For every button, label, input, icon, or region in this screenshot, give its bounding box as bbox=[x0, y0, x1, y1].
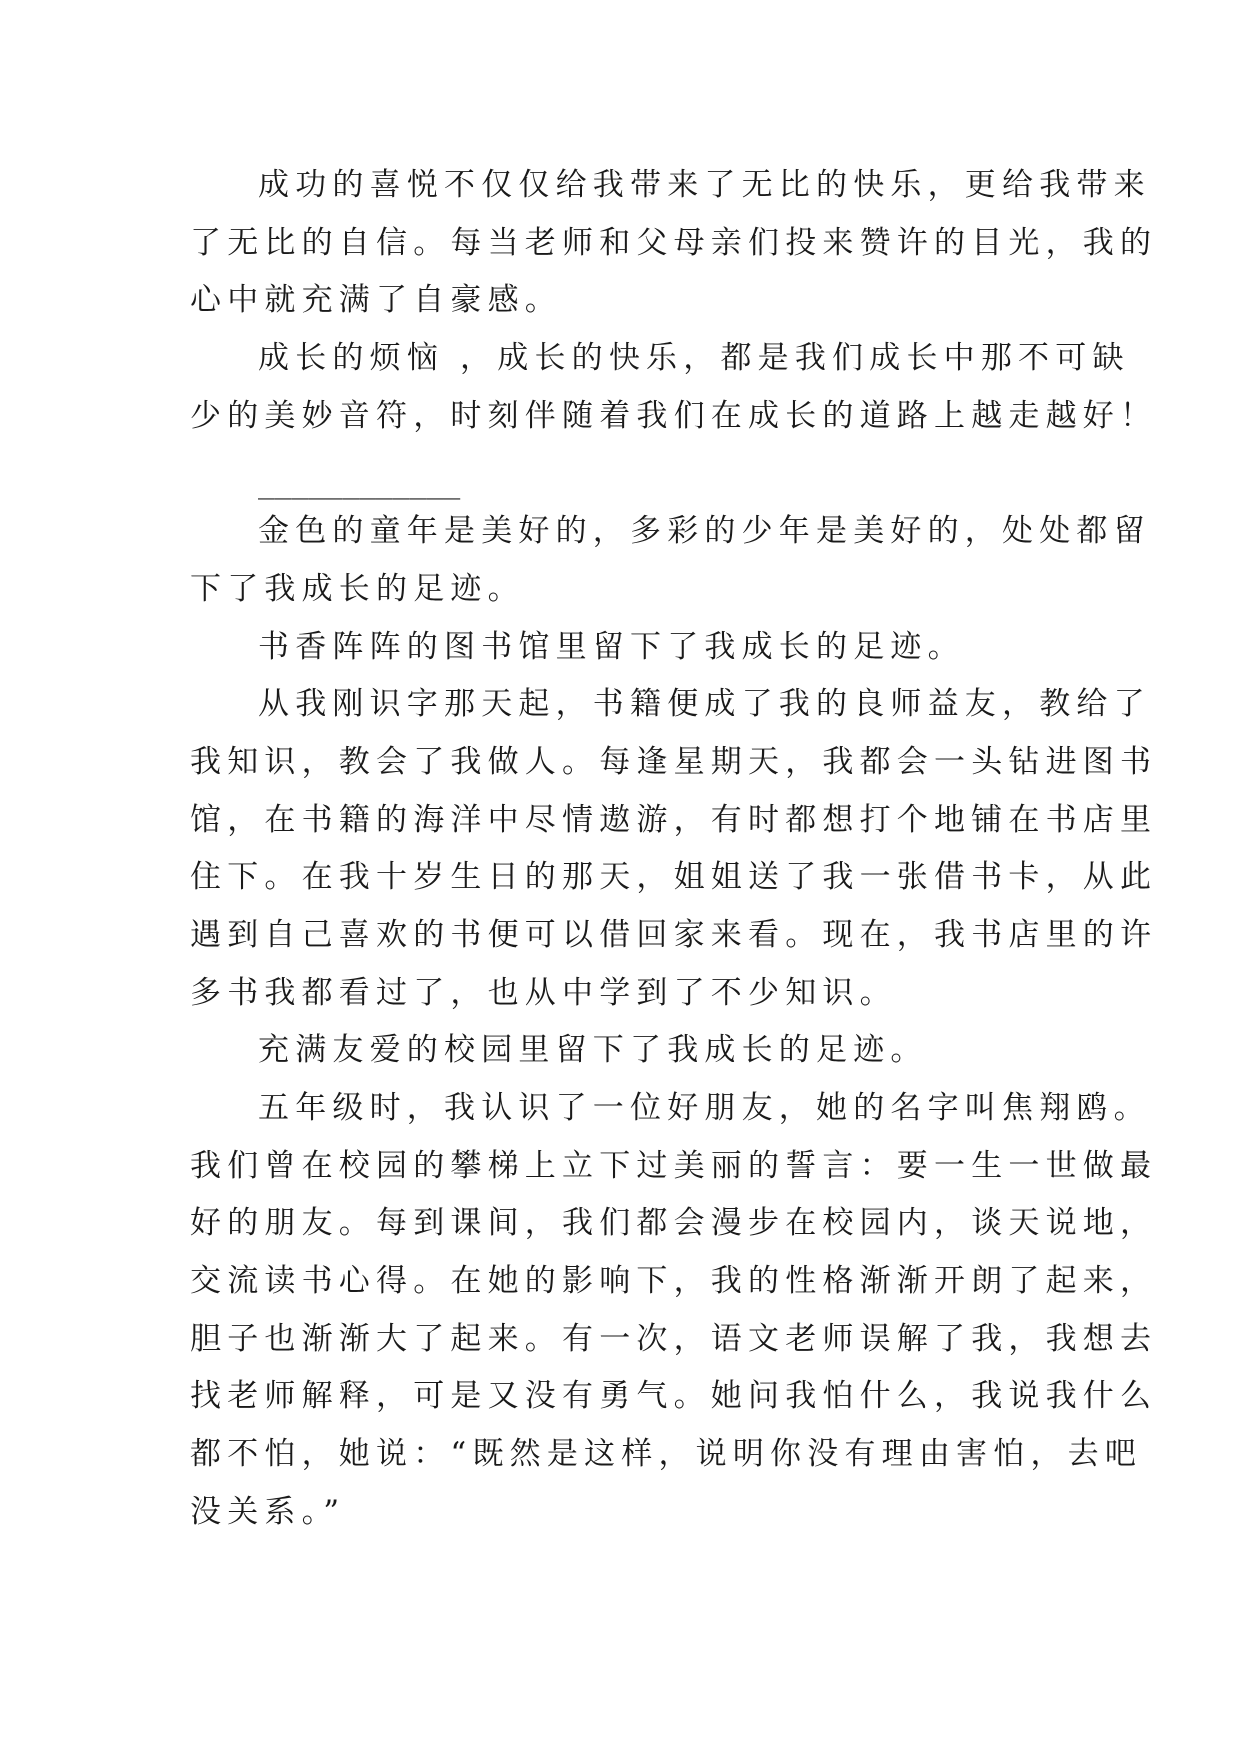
text-line: 我知识，教会了我做人。每逢星期天，我都会一头钻进图书 bbox=[190, 743, 1158, 780]
text-line: 书香阵阵的图书馆里留下了我成长的足迹。 bbox=[258, 628, 965, 665]
paragraph-campus-footprints bbox=[190, 1022, 1070, 1080]
text-line: 馆，在书籍的海洋中尽情遨游，有时都想打个地铺在书店里 bbox=[190, 801, 1158, 838]
text-line: 成长的烦恼 ，成长的快乐，都是我们成长中那不可缺 bbox=[258, 340, 1130, 377]
text-line: 心中就充满了自豪感。 bbox=[190, 282, 562, 319]
text-line: 好的朋友。每到课间，我们都会漫步在校园内，谈天说地， bbox=[190, 1205, 1158, 1242]
text-line: 找老师解释，可是又没有勇气。她问我怕什么，我说我什么 bbox=[190, 1378, 1158, 1415]
text-line: 我们曾在校园的攀梯上立下过美丽的誓言：要一生一世做最 bbox=[190, 1147, 1158, 1184]
text-line: 都不怕，她说：“既然是这样，说明你没有理由害怕，去吧 bbox=[190, 1436, 1143, 1473]
text-line: 没关系。” bbox=[190, 1493, 346, 1530]
section-divider: ____________ bbox=[258, 467, 461, 500]
paragraph-library-footprints bbox=[190, 619, 1070, 677]
text-line: 五年级时，我认识了一位好朋友，她的名字叫焦翔鸥。 bbox=[258, 1090, 1151, 1126]
text-line: 成功的喜悦不仅仅给我带来了无比的快乐，更给我带来 bbox=[258, 167, 1151, 203]
text-line: 遇到自己喜欢的书便可以借回家来看。现在，我书店里的许 bbox=[190, 916, 1158, 953]
text-line: 少的美妙音符，时刻伴随着我们在成长的道路上越走越好！ bbox=[190, 397, 1158, 434]
text-line: 胆子也渐渐大了起来。有一次，语文老师误解了我，我想去 bbox=[190, 1320, 1158, 1357]
text-line: 从我刚识字那天起，书籍便成了我的良师益友，教给了 bbox=[258, 686, 1151, 723]
paragraph-growth-worries-joys bbox=[190, 330, 1158, 445]
text-line: 交流读书心得。在她的影响下，我的性格渐渐开朗了起来， bbox=[190, 1263, 1158, 1300]
paragraph-golden-childhood bbox=[190, 503, 1151, 618]
document-body bbox=[190, 157, 1158, 1542]
text-line: 多书我都看过了，也从中学到了不少知识。 bbox=[190, 974, 897, 1011]
text-line: 金色的童年是美好的，多彩的少年是美好的，处处都留 bbox=[258, 513, 1151, 550]
text-line: 住下。在我十岁生日的那天，姐姐送了我一张借书卡，从此 bbox=[190, 859, 1158, 896]
text-line: 下了我成长的足迹。 bbox=[190, 570, 525, 607]
text-line: 充满友爱的校园里留下了我成长的足迹。 bbox=[258, 1032, 928, 1069]
text-line: 了无比的自信。每当老师和父母亲们投来赞许的目光，我的 bbox=[190, 224, 1158, 261]
paragraph-books-friends bbox=[190, 676, 1158, 1022]
paragraph-good-friend bbox=[190, 1080, 1158, 1542]
paragraph-success-confidence bbox=[190, 157, 1158, 330]
